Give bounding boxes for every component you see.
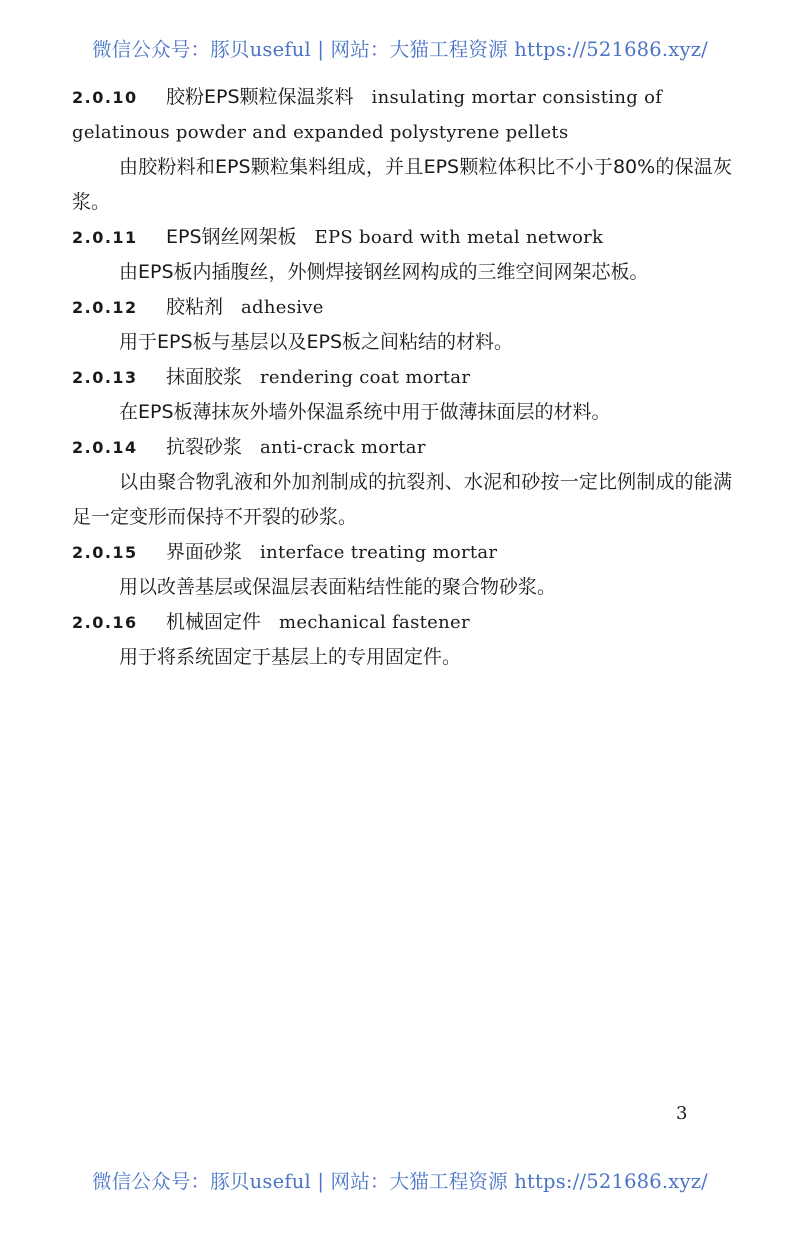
term-chinese: 界面砂浆 xyxy=(166,541,243,563)
term-entry-2-0-15 xyxy=(72,535,732,605)
term-entry-2-0-16 xyxy=(72,605,732,675)
term-chinese: 抗裂砂浆 xyxy=(166,436,243,458)
term-number: 2.0.14 xyxy=(72,438,138,457)
term-number: 2.0.15 xyxy=(72,543,138,562)
term-definition: 用于EPS板与基层以及EPS板之间粘结的材料。 xyxy=(119,331,514,353)
term-heading xyxy=(72,360,732,395)
term-entry-2-0-14 xyxy=(72,430,732,535)
term-chinese: 胶粘剂 xyxy=(166,296,224,318)
term-entry-2-0-10 xyxy=(72,80,732,220)
watermark-header: 微信公众号：豚贝useful | 网站：大猫工程资源 https://521686.xyz/ xyxy=(92,38,708,61)
term-number: 2.0.16 xyxy=(72,613,138,632)
term-english: anti-crack mortar xyxy=(260,437,426,458)
glossary-content xyxy=(72,80,732,675)
term-english: interface treating mortar xyxy=(260,542,498,563)
term-english: mechanical fastener xyxy=(279,612,470,633)
term-heading xyxy=(72,220,732,255)
term-heading xyxy=(72,535,732,570)
term-heading xyxy=(72,605,732,640)
term-number: 2.0.11 xyxy=(72,228,138,247)
term-definition: 以由聚合物乳液和外加剂制成的抗裂剂、水泥和砂按一定比例制成的能满足一定变形而保持不开裂的砂浆。 xyxy=(72,471,732,528)
term-heading xyxy=(72,430,732,465)
term-number: 2.0.10 xyxy=(72,88,138,107)
term-english: adhesive xyxy=(241,297,324,318)
term-definition: 在EPS板薄抹灰外墙外保温系统中用于做薄抹面层的材料。 xyxy=(119,401,611,423)
term-definition: 由胶粉料和EPS颗粒集料组成，并且EPS颗粒体积比不小于80%的保温灰浆。 xyxy=(72,156,732,213)
term-entry-2-0-13 xyxy=(72,360,732,430)
term-english: rendering coat mortar xyxy=(260,367,471,388)
term-definition: 用以改善基层或保温层表面粘结性能的聚合物砂浆。 xyxy=(119,576,557,598)
page-number: 3 xyxy=(676,1103,688,1124)
term-number: 2.0.12 xyxy=(72,298,138,317)
term-english: insulating mortar consisting of gelatinous powder and expanded polystyrene pellets xyxy=(72,87,663,143)
term-entry-2-0-11 xyxy=(72,220,732,290)
term-chinese: 抹面胶浆 xyxy=(166,366,243,388)
term-heading xyxy=(72,290,732,325)
term-english: EPS board with metal network xyxy=(314,227,604,248)
term-chinese: 胶粉EPS颗粒保温浆料 xyxy=(166,86,354,108)
term-chinese: EPS钢丝网架板 xyxy=(166,226,297,248)
term-definition: 由EPS板内插腹丝，外侧焊接钢丝网构成的三维空间网架芯板。 xyxy=(119,261,649,283)
term-entry-2-0-12 xyxy=(72,290,732,360)
term-heading xyxy=(72,80,732,150)
term-definition: 用于将系统固定于基层上的专用固定件。 xyxy=(119,646,462,668)
watermark-footer: 微信公众号：豚贝useful | 网站：大猫工程资源 https://521686.xyz/ xyxy=(92,1170,708,1193)
term-number: 2.0.13 xyxy=(72,368,138,387)
term-chinese: 机械固定件 xyxy=(166,611,262,633)
